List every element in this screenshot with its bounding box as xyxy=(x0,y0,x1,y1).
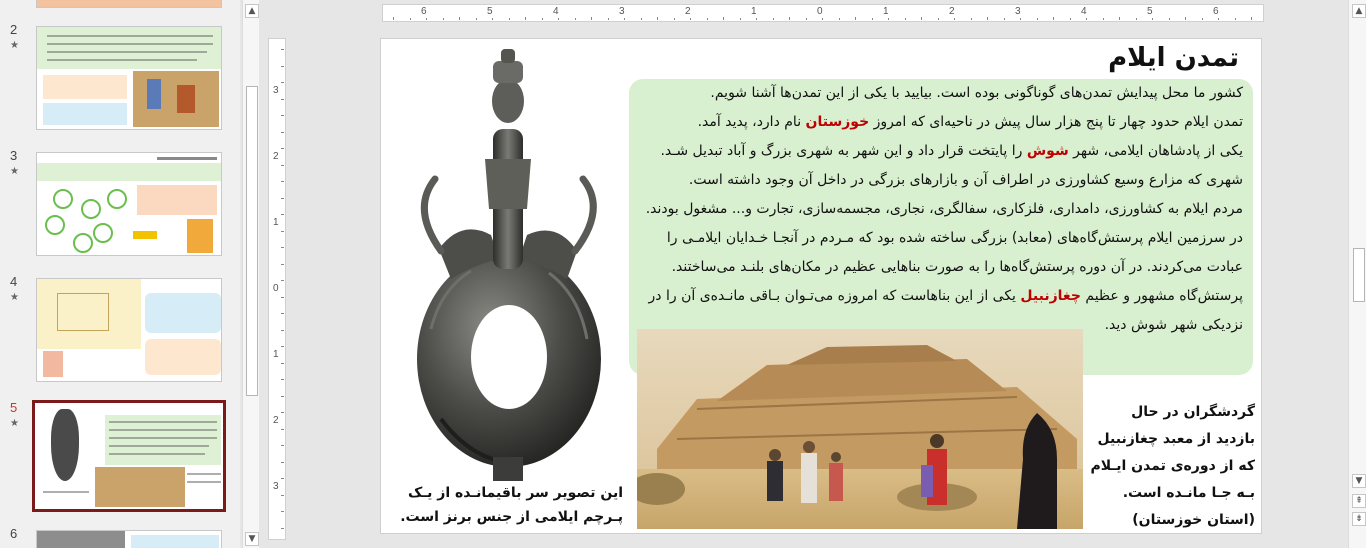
ruler-tick xyxy=(525,17,526,20)
ruler-tick xyxy=(608,18,609,20)
scroll-down-icon[interactable]: ▼ xyxy=(245,532,259,546)
ruler-tick xyxy=(624,18,625,20)
ruler-tick xyxy=(281,330,284,331)
ruler-tick xyxy=(740,18,741,20)
ruler-tick xyxy=(281,280,284,281)
ruler-tick xyxy=(281,66,284,67)
slide-title[interactable]: تمدن ایلام xyxy=(1108,43,1239,73)
horizontal-ruler: 6 5 4 3 2 1 0 1 2 3 4 5 6 xyxy=(382,4,1264,22)
ruler-tick xyxy=(281,231,284,232)
ruler-tick xyxy=(1235,18,1236,20)
ruler-tick xyxy=(281,264,284,265)
ruler-tick xyxy=(281,148,284,149)
slide-thumbnail-5-selected[interactable] xyxy=(32,400,226,512)
ruler-tick xyxy=(476,18,477,20)
paragraph-5: مردم ایلام به کشاورزی، دامداری، فلزکاری، سفالگری، نجاری، مجسمه‌سازی، تجارت و... مشغول بودند. xyxy=(645,201,1243,217)
paragraph-9: نزدیکی شهر شوش دید. xyxy=(1104,317,1243,333)
paragraph-2: تمدن ایلام حدود چهار تا پنج هزار سال پیش در ناحیه‌ای که امروز خوزستان نام دارد، پدید آمد. xyxy=(697,114,1243,130)
ruler-tick xyxy=(281,495,284,496)
ruler-tick xyxy=(281,247,284,248)
ruler-tick xyxy=(723,17,724,20)
paragraph-4: شهری که مزارع وسیع کشاورزی در اطراف آن و بازارهای بزرگی در داخل آن وجود داشته است. xyxy=(688,172,1243,188)
ruler-tick xyxy=(575,18,576,20)
paragraph-8: پرستش‌گاه مشهور و عظیم چغازنبیل یکی از این بناهاست که امروزه می‌تـوان بـاقی مانـده‌ی آن را در xyxy=(648,288,1243,304)
ruler-tick xyxy=(872,18,873,20)
scroll-up-icon[interactable]: ▲ xyxy=(1352,4,1366,18)
ruler-tick xyxy=(855,17,856,20)
ruler-tick xyxy=(1202,18,1203,20)
ruler-tick xyxy=(690,18,691,20)
ruler-tick xyxy=(1037,18,1038,20)
editor-scrollbar[interactable] xyxy=(1348,0,1366,548)
slide-canvas[interactable] xyxy=(380,38,1262,534)
ruler-tick xyxy=(281,297,284,298)
ruler-tick xyxy=(1004,18,1005,20)
slide-thumbnail-6[interactable] xyxy=(36,530,222,548)
ruler-tick xyxy=(281,511,284,512)
ruler-tick xyxy=(281,445,284,446)
paragraph-3: یکی از پادشاهان ایلامی، شهر شوش را پایتخت قرار داد و این شهر به شهری بزرگ و آباد تبدیل شـد. xyxy=(660,143,1243,159)
paragraph-7: عبادت می‌کردند. در آن دوره پرستش‌گاه‌ها را به صورت بناهایی عظیم در مکان‌های بلنـد می‌ساختند. xyxy=(671,259,1243,275)
scrollbar-thumb[interactable] xyxy=(1353,248,1365,302)
animation-star-icon: ★ xyxy=(10,166,19,177)
ruler-tick xyxy=(674,18,675,20)
ruler-tick xyxy=(281,379,284,380)
ruler-tick xyxy=(1070,18,1071,20)
ruler-tick xyxy=(281,165,284,166)
bronze-standard-image[interactable] xyxy=(381,39,629,481)
ruler-tick xyxy=(789,17,790,20)
ruler-tick xyxy=(657,17,658,20)
ruler-tick xyxy=(281,214,284,215)
slide-number-3: 3 xyxy=(10,148,18,163)
scroll-up-icon[interactable]: ▲ xyxy=(245,4,259,18)
ruler-tick xyxy=(281,412,284,413)
ruler-tick xyxy=(938,18,939,20)
ruler-tick xyxy=(281,363,284,364)
slide-number-6: 6 xyxy=(10,526,18,541)
ruler-tick xyxy=(822,18,823,20)
ruler-tick xyxy=(281,181,284,182)
animation-star-icon: ★ xyxy=(10,418,19,429)
ruler-tick xyxy=(1020,18,1021,20)
ruler-tick xyxy=(1218,18,1219,20)
photo-caption: گردشگران در حال بازدید از معبد چغازنبیل که از دوره‌ی تمدن ایـلام بـه جـا مانـده است. (استان خوزستان) xyxy=(1090,404,1255,528)
ruler-tick xyxy=(1053,17,1054,20)
ruler-tick xyxy=(756,18,757,20)
ruler-tick xyxy=(281,478,284,479)
slide-thumbnail-pane xyxy=(0,0,240,548)
next-slide-icon[interactable]: ⇟ xyxy=(1352,512,1366,526)
ruler-tick xyxy=(281,198,284,199)
ruler-tick xyxy=(542,18,543,20)
ruler-tick xyxy=(281,429,284,430)
bronze-statue-illustration xyxy=(381,39,629,481)
ruler-tick xyxy=(806,18,807,20)
ruler-tick xyxy=(281,82,284,83)
ruler-tick xyxy=(281,346,284,347)
ruler-tick xyxy=(954,18,955,20)
choghazanbil-photo[interactable] xyxy=(637,329,1083,529)
highlight-shush: شوش xyxy=(1026,143,1069,159)
ruler-tick xyxy=(281,313,284,314)
ruler-tick xyxy=(971,18,972,20)
ruler-tick xyxy=(509,18,510,20)
ruler-tick xyxy=(591,17,592,20)
ruler-tick xyxy=(281,132,284,133)
ruler-tick xyxy=(1136,18,1137,20)
ruler-tick xyxy=(558,18,559,20)
previous-slide-icon[interactable]: ⇞ xyxy=(1352,494,1366,508)
ruler-tick xyxy=(1185,17,1186,20)
ruler-tick xyxy=(393,17,394,20)
slide-number-5: 5 xyxy=(10,400,18,415)
ruler-tick xyxy=(281,462,284,463)
ruler-tick xyxy=(1152,18,1153,20)
ruler-tick xyxy=(641,18,642,20)
ruler-tick xyxy=(492,18,493,20)
ruler-tick xyxy=(459,17,460,20)
ruler-tick xyxy=(1103,18,1104,20)
ruler-tick xyxy=(281,528,284,529)
ruler-tick xyxy=(1119,17,1120,20)
scroll-down-icon[interactable]: ▼ xyxy=(1352,474,1366,488)
ruler-tick xyxy=(1169,18,1170,20)
animation-star-icon: ★ xyxy=(10,292,19,303)
slide-thumbnail-2[interactable] xyxy=(36,26,222,130)
scrollbar-thumb[interactable] xyxy=(246,86,258,396)
slide-editor-area xyxy=(262,0,1347,548)
ruler-tick xyxy=(281,115,284,116)
animation-star-icon: ★ xyxy=(10,40,19,51)
ruler-tick xyxy=(987,17,988,20)
statue-caption: این تصویر سر باقیمانـده از یـک پـرچم ایلامی از جنس برنز است. xyxy=(400,485,623,525)
vertical-ruler: 3 2 1 0 1 2 3 xyxy=(268,38,286,540)
ruler-tick xyxy=(1251,17,1252,20)
slide-thumbnail-4[interactable] xyxy=(36,278,222,382)
slide-thumbnail-3[interactable] xyxy=(36,152,222,256)
ruler-tick xyxy=(281,99,284,100)
ruler-tick xyxy=(426,18,427,20)
slide-thumbnail-1[interactable] xyxy=(36,0,222,8)
ziggurat-photo-illustration xyxy=(637,329,1083,529)
ruler-tick xyxy=(1086,18,1087,20)
slide-number-4: 4 xyxy=(10,274,18,289)
ruler-tick xyxy=(410,18,411,20)
ruler-tick xyxy=(281,49,284,50)
thumbnail-scrollbar[interactable] xyxy=(242,0,259,548)
ruler-tick xyxy=(839,18,840,20)
ruler-tick xyxy=(921,17,922,20)
slide-number-2: 2 xyxy=(10,22,18,37)
highlight-choghazanbil: چغازنبیل xyxy=(1020,288,1081,304)
ruler-tick xyxy=(707,18,708,20)
ruler-tick xyxy=(888,18,889,20)
paragraph-1: کشور ما محل پیدایش تمدن‌های گوناگونی بوده است. بیایید با یکی از این تمدن‌ها آشنا شویم. xyxy=(710,85,1243,101)
highlight-khuzestan: خوزستان xyxy=(805,114,870,130)
paragraph-6: در سرزمین ایلام پرستش‌گاه‌های (معابد) بزرگی ساخته شده بود که مـردم در آنجـا خـدایان ایلامـی را xyxy=(666,230,1243,246)
ruler-tick xyxy=(905,18,906,20)
ruler-tick xyxy=(281,396,284,397)
ruler-tick xyxy=(773,18,774,20)
ruler-tick xyxy=(443,18,444,20)
